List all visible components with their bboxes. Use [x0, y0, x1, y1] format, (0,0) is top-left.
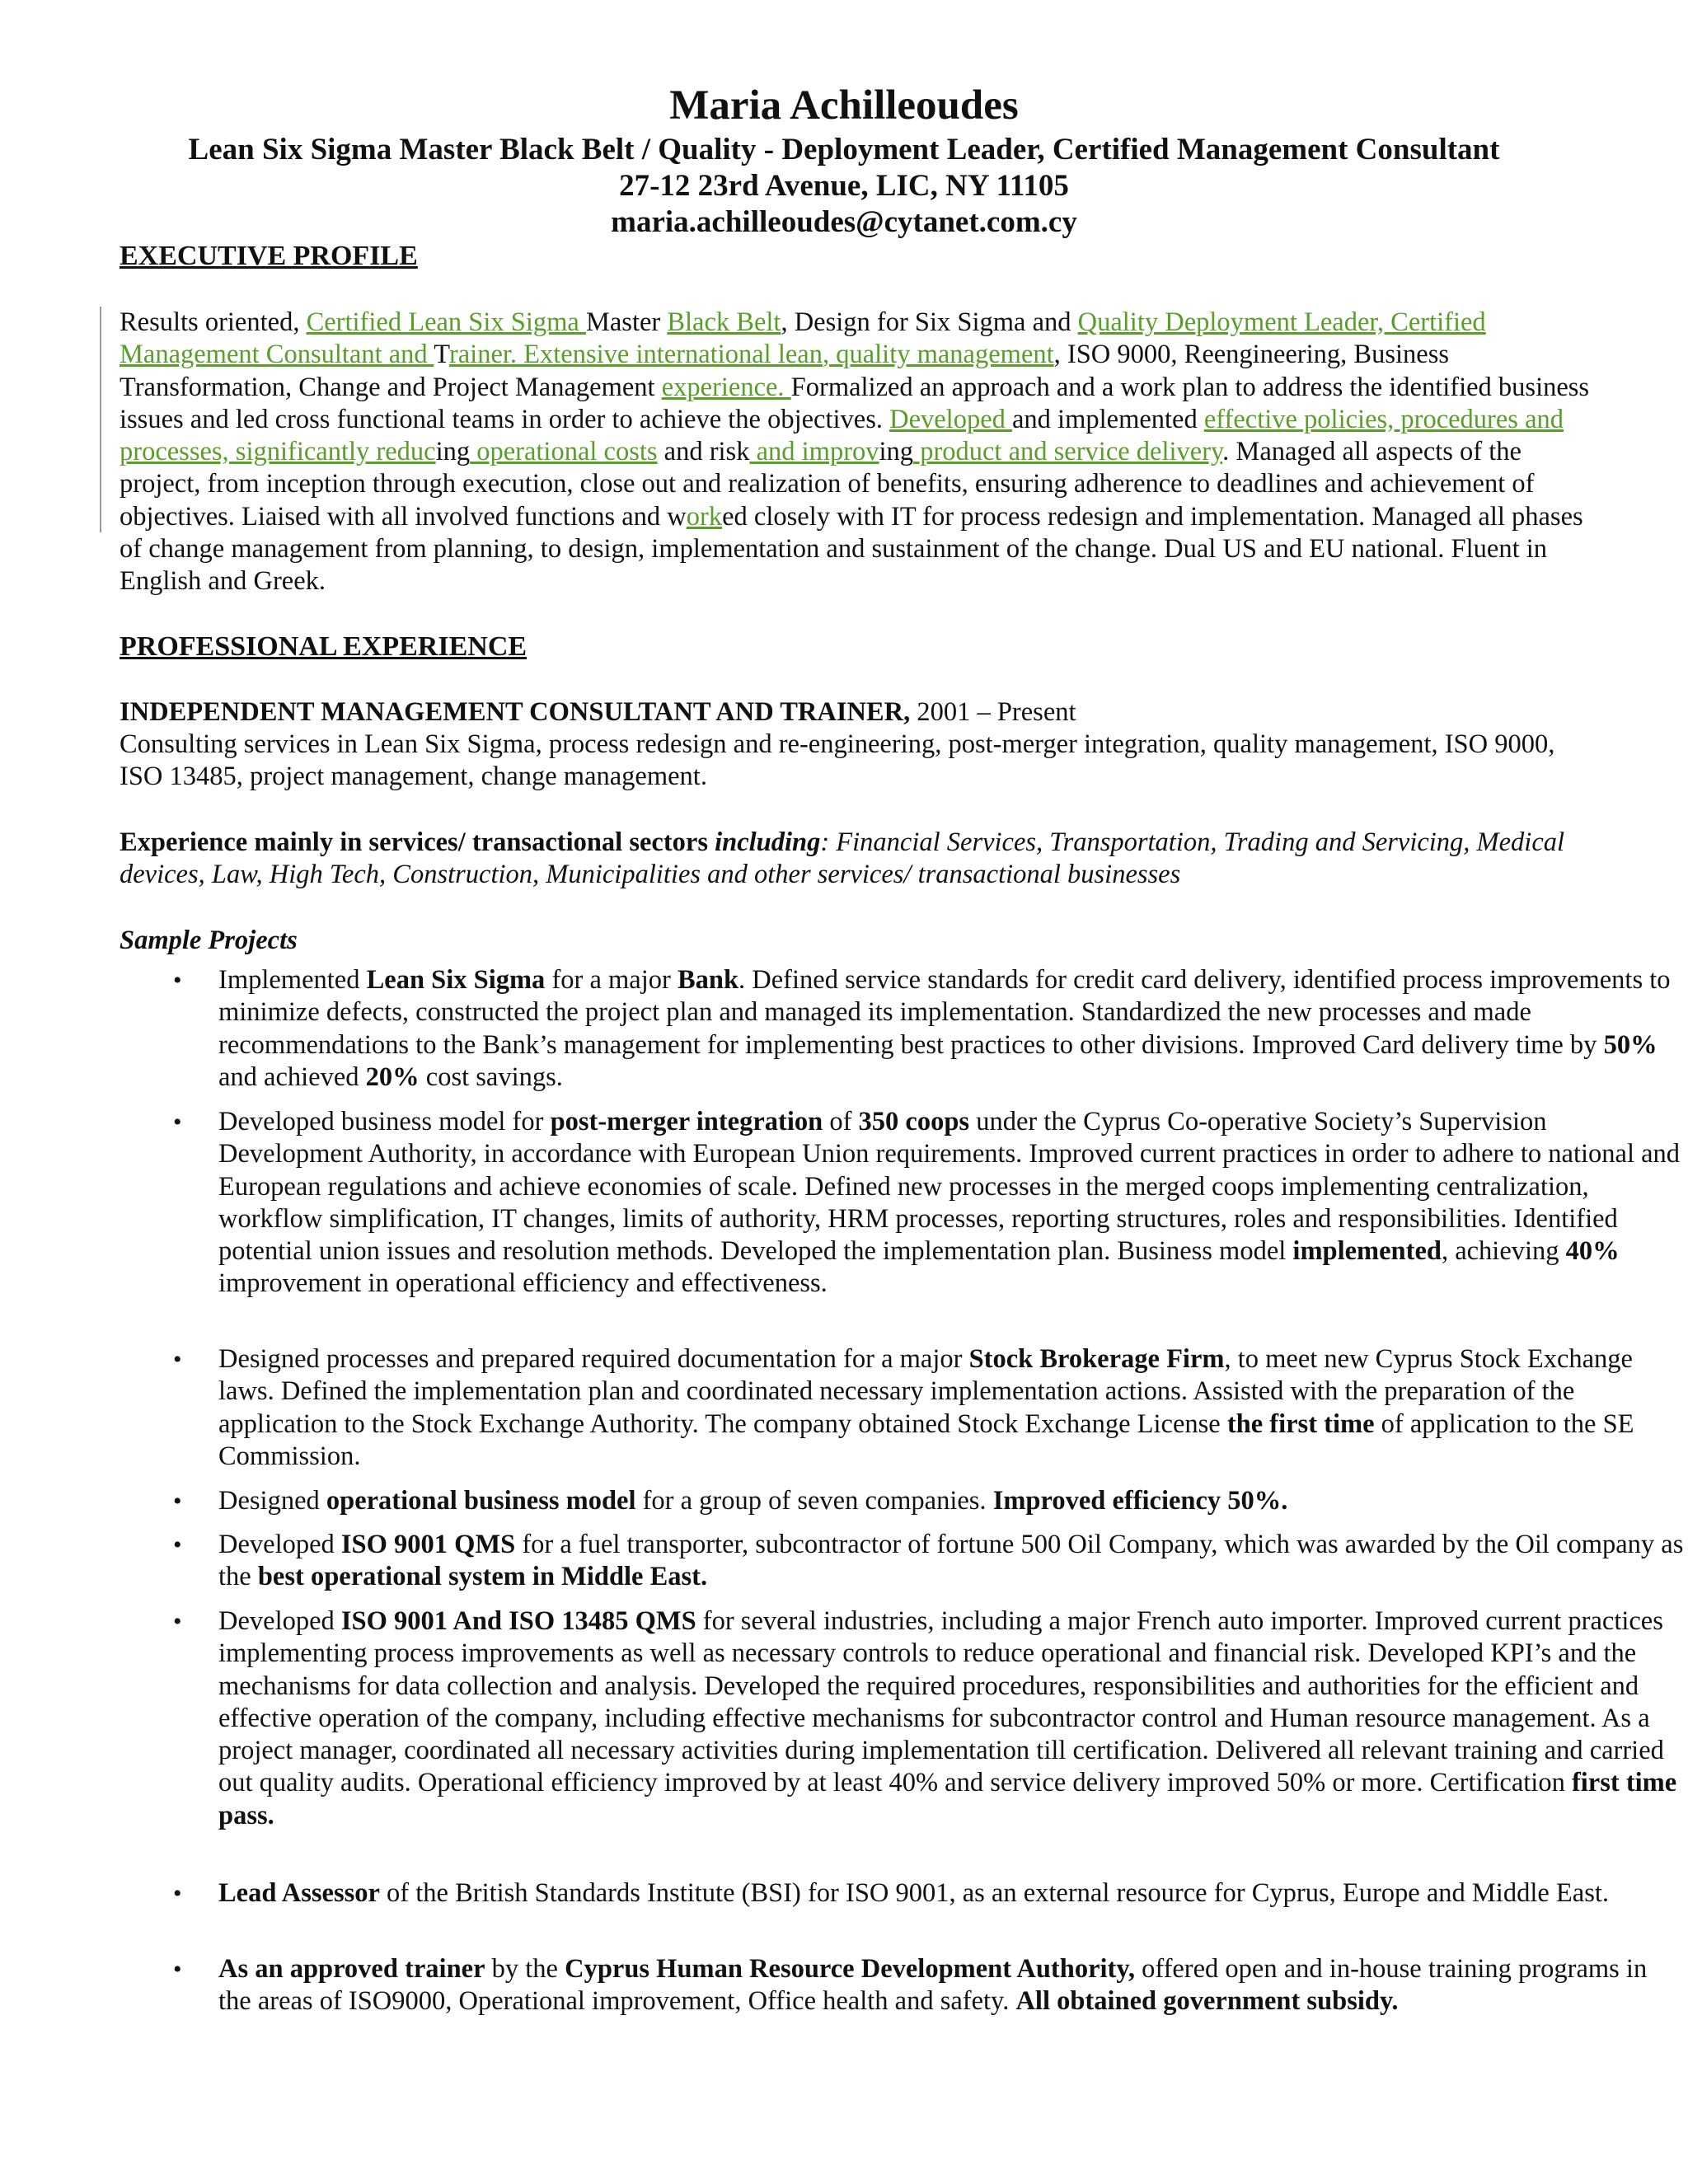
sample-projects-heading: Sample Projects — [120, 926, 298, 955]
job-header: INDEPENDENT MANAGEMENT CONSULTANT AND TRAINER, 2001 – Present — [120, 697, 1076, 727]
project-text: Designed processes and prepared required documentation for a major Stock Brokerage Firm, to meet new Cyprus Stock Exchange laws. Defined the implementation plan and coordinated necessary implementation actions. Assisted with the preparation of the application to the Stock Exchange Authority. The company obtained Stock Exchange License the first time of application to the SE Commission. — [218, 1344, 1634, 1471]
bullet-icon: • — [173, 1956, 182, 1983]
change-bar — [100, 307, 101, 532]
candidate-address: 27-12 23rd Avenue, LIC, NY 11105 — [619, 169, 1069, 203]
candidate-title: Lean Six Sigma Master Black Belt / Quality - Deployment Leader, Certified Management Consultant — [188, 133, 1500, 166]
bullet-icon: • — [173, 1108, 182, 1136]
bullet-icon: • — [173, 1608, 182, 1635]
executive-profile-text: Results oriented, Certified Lean Six Sigma Master Black Belt, Design for Six Sigma and Quality Deployment Leader, Certified Management Consultant and Trainer. Extensive international lean, quality management, ISO 9000, Reengineering, Business Transformation, Change and Project Management experience. Formalized an approach and a work plan to address the identified business issues and led cross functional teams in order to achieve the objectives. Developed and implemented effective policies, procedures and processes, significantly reducing operational costs and risk and improving product and service delivery. Managed all aspects of the project, from inception through execution, close out and realization of benefits, ensuring adherence to deadlines and achievement of objectives. Liaised with all involved functions and worked closely with IT for process redesign and implementation. Managed all phases of change management from planning, to design, implementation and sustainment of the change. Dual US and EU national. Fluent in English and Greek. — [120, 307, 1590, 597]
candidate-email: maria.achilleoudes@cytanet.com.cy — [611, 205, 1077, 239]
project-text: Developed ISO 9001 And ISO 13485 QMS for several industries, including a major French auto importer. Improved current practices implementing process improvements as well as necessary controls to reduce operational and financial risk. Developed KPI’s and the mechanisms for data collection and analysis. Developed the required procedures, responsibilities and authorities for the efficient and effective operation of the company, including effective mechanisms for subcontractor control and Human resource management. As a project manager, coordinated all necessary activities during implementation till certification. Delivered all relevant training and carried out quality audits. Operational efficiency improved by at least 40% and service delivery improved 50% or more. Certification first time pass. — [218, 1606, 1677, 1830]
bullet-icon: • — [173, 1346, 182, 1373]
candidate-name: Maria Achilleoudes — [669, 82, 1019, 129]
project-text: As an approved trainer by the Cyprus Human Resource Development Authority, offered open and in-house training programs in the areas of ISO9000, Operational improvement, Office health and safety. All obtained government subsidy. — [218, 1954, 1648, 2017]
project-text: Designed operational business model for a group of seven companies. Improved efficiency 50%. — [218, 1486, 1288, 1516]
bullet-icon: • — [173, 1531, 182, 1558]
executive-profile-heading: EXECUTIVE PROFILE — [120, 241, 418, 271]
bullet-icon: • — [173, 1880, 182, 1907]
project-text: Lead Assessor of the British Standards Institute (BSI) for ISO 9001, as an external resource for Cyprus, Europe and Middle East. — [218, 1878, 1609, 1908]
professional-experience-heading: PROFESSIONAL EXPERIENCE — [120, 631, 528, 662]
bullet-icon: • — [173, 1488, 182, 1515]
project-text: Developed ISO 9001 QMS for a fuel transporter, subcontractor of fortune 500 Oil Company, which was awarded by the Oil company as the best operational system in Middle East. — [218, 1530, 1684, 1592]
bullet-icon: • — [173, 967, 182, 994]
job-description: Consulting services in Lean Six Sigma, process redesign and re-engineering, post-merger integration, quality management, ISO 9000, ISO 13485, project management, change management. — [120, 729, 1555, 792]
sectors-text: Experience mainly in services/ transactional sectors including: Financial Services, Transportation, Trading and Servicing, Medical devices, Law, High Tech, Construction, Municipalities and other services/ transactional businesses — [120, 827, 1565, 890]
project-text: Implemented Lean Six Sigma for a major Bank. Defined service standards for credit card delivery, identified process improvements to minimize defects, constructed the project plan and managed its implementation. Standardized the new processes and made recommendations to the Bank’s management for implementing best practices to other divisions. Improved Card delivery time by 50% and achieved 20% cost savings. — [218, 965, 1671, 1092]
project-text: Developed business model for post-merger integration of 350 coops under the Cyprus Co-operative Society’s Supervision Development Authority, in accordance with European Union requirements. Improved current practices in order to adhere to national and European regulations and achieve economies of scale. Defined new processes in the merged coops implementing centralization, workflow simplification, IT changes, limits of authority, HRM processes, reporting structures, roles and responsibilities. Identified potential union issues and resolution methods. Developed the implementation plan. Business model implemented, achieving 40% improvement in operational efficiency and effectiveness. — [218, 1107, 1681, 1299]
